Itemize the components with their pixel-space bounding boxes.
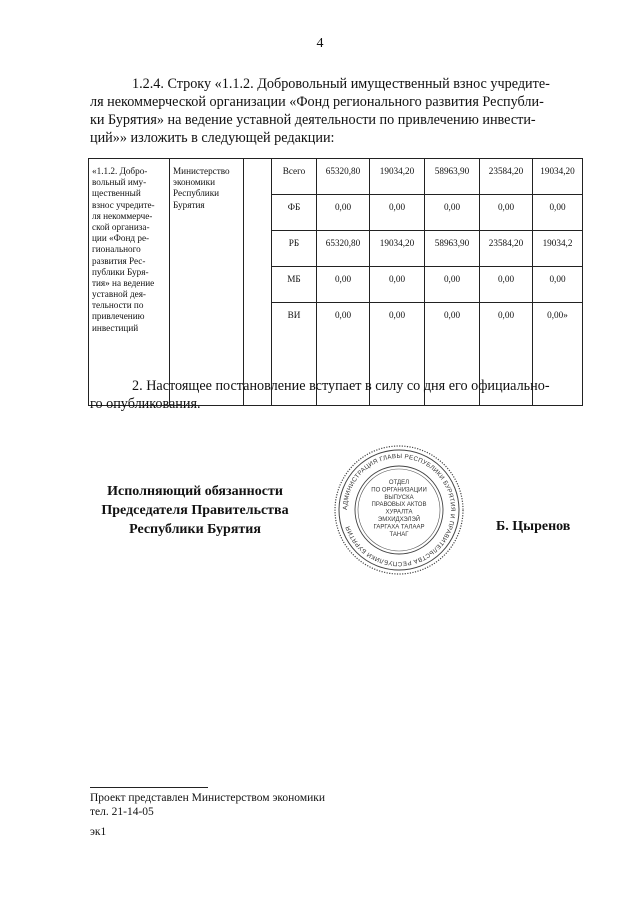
funding-source-cell: РБ: [272, 231, 317, 267]
value-cell: 0,00: [480, 267, 533, 303]
cell-text-line: вольный иму-: [92, 177, 147, 188]
seal-center-line: ЭМХИДХЭЛЭЙ: [377, 517, 421, 523]
value-cell: 0,00: [425, 303, 480, 406]
funding-table: [88, 158, 583, 406]
signatory-title: [84, 482, 306, 539]
footer-line: тел. 21-14-05: [90, 806, 154, 818]
effective-date-paragraph: [90, 377, 580, 413]
paragraph-line: ки Бурятия» на ведение уставной деятельности по привлечению инвести-: [90, 112, 536, 128]
official-seal: [333, 444, 465, 576]
cell-text-line: инвестиций: [92, 322, 139, 333]
cell-text-line: тия» на ведение: [92, 277, 155, 288]
funding-source-cell: ФБ: [272, 195, 317, 231]
value-cell: 0,00: [317, 195, 370, 231]
page-number: 4: [316, 36, 324, 51]
value-cell: 23584,20: [480, 159, 533, 195]
paragraph-line: 1.2.4. Строку «1.1.2. Добровольный имущественный взнос учредите-: [132, 76, 550, 92]
seal-ring-text: АДМИНИСТРАЦИЯ ГЛАВЫ РЕСПУБЛИКИ БУРЯТИЯ И ПРАВИТЕЛЬСТВА РЕСПУБЛИКИ БУРЯТИЯ: [341, 452, 457, 568]
value-cell: 19034,20: [533, 159, 583, 195]
responsible-cell: [170, 159, 244, 406]
cell-text-line: экономики: [173, 177, 215, 188]
value-cell: 19034,20: [370, 159, 425, 195]
value-cell: 0,00: [425, 267, 480, 303]
value-cell: 0,00: [370, 267, 425, 303]
footer-divider: [90, 787, 208, 788]
value-cell: 0,00: [480, 303, 533, 406]
empty-column-cell: [244, 159, 272, 406]
measure-description-cell: [89, 159, 170, 406]
value-cell: 0,00: [425, 195, 480, 231]
seal-center-line: ВЫПУСКА: [384, 494, 414, 501]
seal-center-line: ПРАВОВЫХ АКТОВ: [371, 502, 427, 509]
paragraph-line: го опубликования.: [90, 396, 201, 412]
value-cell: 65320,80: [317, 231, 370, 267]
value-cell: 65320,80: [317, 159, 370, 195]
cell-text-line: Бурятия: [173, 199, 205, 210]
value-cell: 23584,20: [480, 231, 533, 267]
amendment-paragraph: [90, 75, 580, 147]
signatory-title-line: Председателя Правительства: [101, 503, 289, 518]
table-row: [89, 159, 583, 195]
cell-text-line: публики Буря-: [92, 266, 149, 277]
signatory-title-line: Республики Бурятия: [129, 522, 261, 537]
paragraph-line: ций»» изложить в следующей редакции:: [90, 130, 335, 146]
value-cell: 0,00»: [533, 303, 583, 406]
footer-line: Проект представлен Министерством экономики: [90, 792, 326, 804]
value-cell: 0,00: [317, 303, 370, 406]
paragraph-line: ля некоммерческой организации «Фонд регионального развития Республи-: [90, 94, 544, 110]
seal-center-line: ГАРГАХА ТАЛААР: [373, 524, 425, 531]
responsible-executor: [170, 159, 243, 211]
cell-text-line: ции «Фонд ре-: [92, 233, 150, 244]
cell-text-line: развития Рес-: [92, 255, 146, 266]
footer-note: [90, 791, 325, 819]
value-cell: 0,00: [370, 303, 425, 406]
paragraph-line: 2. Настоящее постановление вступает в силу со дня его официально-: [132, 378, 550, 394]
funding-source-cell: МБ: [272, 267, 317, 303]
cell-text-line: тельности по: [92, 300, 144, 311]
cell-text-line: Республики: [173, 188, 220, 199]
cell-text-line: щественный: [92, 188, 141, 199]
measure-description: [89, 159, 169, 334]
value-cell: 0,00: [317, 267, 370, 303]
seal-center-line: ПО ОРГАНИЗАЦИИ: [371, 487, 427, 494]
seal-center-line: ОТДЕЛ: [388, 480, 410, 486]
cell-text-line: Министерство: [173, 166, 230, 176]
funding-source-cell: Всего: [272, 159, 317, 195]
cell-text-line: «1.1.2. Добро-: [92, 166, 148, 176]
funding-source-cell: ВИ: [272, 303, 317, 406]
signatory-title-line: Исполняющий обязанности: [107, 484, 283, 499]
seal-center-line: ТАНАГ: [389, 531, 409, 538]
value-cell: 0,00: [533, 267, 583, 303]
value-cell: 0,00: [533, 195, 583, 231]
value-cell: 58963,90: [425, 231, 480, 267]
document-code: эк1: [90, 826, 107, 838]
cell-text-line: гионального: [92, 244, 141, 255]
signatory-name: Б. Цыренов: [496, 519, 571, 534]
value-cell: 0,00: [480, 195, 533, 231]
cell-text-line: взнос учредите-: [92, 199, 155, 210]
value-cell: 19034,2: [533, 231, 583, 267]
value-cell: 19034,20: [370, 231, 425, 267]
cell-text-line: ской организа-: [92, 221, 150, 232]
value-cell: 0,00: [370, 195, 425, 231]
seal-center-line: ХУРАЛТА: [385, 509, 413, 516]
cell-text-line: ля некоммерче-: [92, 210, 153, 221]
cell-text-line: уставной дея-: [92, 289, 146, 300]
value-cell: 58963,90: [425, 159, 480, 195]
cell-text-line: привлечению: [92, 311, 145, 322]
